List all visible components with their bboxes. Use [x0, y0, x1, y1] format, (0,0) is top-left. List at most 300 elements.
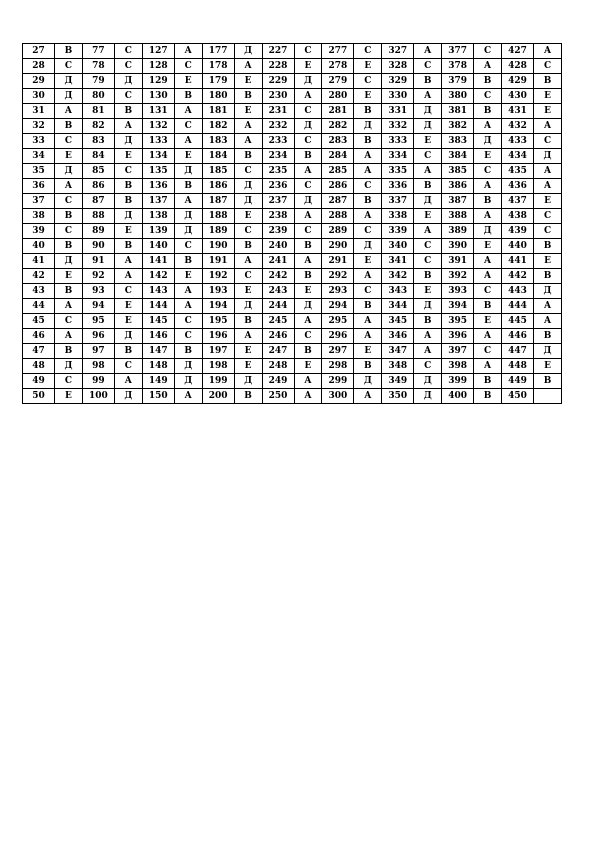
question-number-cell: 29 — [23, 74, 55, 89]
question-number-cell: 237 — [262, 194, 294, 209]
answer-letter-cell: А — [534, 44, 562, 59]
answer-letter-cell: С — [55, 134, 83, 149]
answer-letter-cell: Д — [414, 104, 442, 119]
answer-letter-cell: С — [174, 59, 202, 74]
question-number-cell: 177 — [202, 44, 234, 59]
question-number-cell: 291 — [322, 254, 354, 269]
answer-letter-cell: В — [174, 344, 202, 359]
question-number-cell: 428 — [502, 59, 534, 74]
question-number-cell: 347 — [382, 344, 414, 359]
question-number-cell: 145 — [142, 314, 174, 329]
answer-letter-cell: А — [294, 254, 322, 269]
question-number-cell: 94 — [82, 299, 114, 314]
question-number-cell: 132 — [142, 119, 174, 134]
answer-letter-cell: Е — [55, 269, 83, 284]
question-number-cell: 246 — [262, 329, 294, 344]
answer-letter-cell: В — [414, 179, 442, 194]
answer-letter-cell: А — [234, 119, 262, 134]
question-number-cell: 280 — [322, 89, 354, 104]
answer-letter-cell: С — [55, 314, 83, 329]
answer-letter-cell: Е — [114, 149, 142, 164]
question-number-cell: 92 — [82, 269, 114, 284]
question-number-cell: 50 — [23, 389, 55, 404]
question-number-cell: 447 — [502, 344, 534, 359]
question-number-cell: 196 — [202, 329, 234, 344]
question-number-cell: 282 — [322, 119, 354, 134]
question-number-cell: 430 — [502, 89, 534, 104]
table-row — [23, 314, 562, 329]
answer-letter-cell: В — [234, 149, 262, 164]
question-number-cell: 433 — [502, 134, 534, 149]
answer-letter-cell: Е — [114, 299, 142, 314]
table-row — [23, 179, 562, 194]
answer-letter-cell: А — [114, 119, 142, 134]
question-number-cell: 80 — [82, 89, 114, 104]
answer-letter-cell: С — [114, 44, 142, 59]
answer-letter-cell: А — [294, 314, 322, 329]
answer-letter-cell: Д — [174, 374, 202, 389]
answer-letter-cell: А — [534, 299, 562, 314]
question-number-cell: 336 — [382, 179, 414, 194]
answer-letter-cell: А — [354, 314, 382, 329]
answer-letter-cell: Д — [294, 194, 322, 209]
answer-key-body — [23, 44, 562, 404]
answer-letter-cell: А — [474, 59, 502, 74]
question-number-cell: 193 — [202, 284, 234, 299]
answer-letter-cell: Д — [294, 74, 322, 89]
question-number-cell: 82 — [82, 119, 114, 134]
question-number-cell: 289 — [322, 224, 354, 239]
answer-letter-cell: Е — [354, 89, 382, 104]
question-number-cell: 148 — [142, 359, 174, 374]
answer-letter-cell: Д — [174, 359, 202, 374]
answer-letter-cell: Д — [114, 209, 142, 224]
question-number-cell: 394 — [442, 299, 474, 314]
question-number-cell: 27 — [23, 44, 55, 59]
question-number-cell: 41 — [23, 254, 55, 269]
answer-letter-cell: Д — [234, 299, 262, 314]
table-row — [23, 44, 562, 59]
question-number-cell: 84 — [82, 149, 114, 164]
question-number-cell: 100 — [82, 389, 114, 404]
question-number-cell: 187 — [202, 194, 234, 209]
answer-letter-cell: Е — [55, 389, 83, 404]
answer-letter-cell: Д — [414, 299, 442, 314]
question-number-cell: 334 — [382, 149, 414, 164]
question-number-cell: 235 — [262, 164, 294, 179]
answer-letter-cell: А — [474, 269, 502, 284]
question-number-cell: 239 — [262, 224, 294, 239]
answer-letter-cell: Е — [534, 254, 562, 269]
question-number-cell: 450 — [502, 389, 534, 404]
answer-letter-cell: В — [55, 239, 83, 254]
answer-letter-cell: Д — [474, 224, 502, 239]
question-number-cell: 377 — [442, 44, 474, 59]
question-number-cell: 147 — [142, 344, 174, 359]
question-number-cell: 437 — [502, 194, 534, 209]
answer-letter-cell: С — [234, 269, 262, 284]
question-number-cell: 286 — [322, 179, 354, 194]
answer-letter-cell: Д — [55, 74, 83, 89]
answer-letter-cell: Е — [534, 359, 562, 374]
answer-letter-cell: Е — [234, 359, 262, 374]
question-number-cell: 297 — [322, 344, 354, 359]
question-number-cell: 83 — [82, 134, 114, 149]
question-number-cell: 48 — [23, 359, 55, 374]
answer-letter-cell: В — [534, 374, 562, 389]
question-number-cell: 382 — [442, 119, 474, 134]
question-number-cell: 230 — [262, 89, 294, 104]
answer-letter-cell: С — [234, 224, 262, 239]
question-number-cell: 232 — [262, 119, 294, 134]
answer-letter-cell: В — [174, 89, 202, 104]
answer-letter-cell: Д — [414, 119, 442, 134]
answer-letter-cell: А — [474, 254, 502, 269]
question-number-cell: 243 — [262, 284, 294, 299]
answer-letter-cell: Д — [234, 179, 262, 194]
answer-letter-cell: А — [234, 329, 262, 344]
answer-letter-cell: В — [354, 134, 382, 149]
question-number-cell: 395 — [442, 314, 474, 329]
answer-letter-cell: Д — [414, 389, 442, 404]
question-number-cell: 139 — [142, 224, 174, 239]
question-number-cell: 432 — [502, 119, 534, 134]
answer-letter-cell: С — [534, 224, 562, 239]
question-number-cell: 327 — [382, 44, 414, 59]
answer-letter-cell: Е — [474, 239, 502, 254]
question-number-cell: 36 — [23, 179, 55, 194]
question-number-cell: 250 — [262, 389, 294, 404]
question-number-cell: 133 — [142, 134, 174, 149]
answer-letter-cell: Е — [174, 74, 202, 89]
answer-letter-cell: Д — [474, 134, 502, 149]
answer-letter-cell: С — [55, 374, 83, 389]
answer-letter-cell: В — [114, 344, 142, 359]
question-number-cell: 179 — [202, 74, 234, 89]
answer-letter-cell: Е — [414, 134, 442, 149]
question-number-cell: 78 — [82, 59, 114, 74]
question-number-cell: 396 — [442, 329, 474, 344]
answer-letter-cell: А — [55, 329, 83, 344]
question-number-cell: 295 — [322, 314, 354, 329]
answer-letter-cell: С — [294, 329, 322, 344]
question-number-cell: 247 — [262, 344, 294, 359]
question-number-cell: 191 — [202, 254, 234, 269]
answer-letter-cell: Е — [234, 74, 262, 89]
table-row — [23, 269, 562, 284]
question-number-cell: 431 — [502, 104, 534, 119]
question-number-cell: 49 — [23, 374, 55, 389]
answer-letter-cell: Д — [114, 74, 142, 89]
question-number-cell: 390 — [442, 239, 474, 254]
question-number-cell: 200 — [202, 389, 234, 404]
question-number-cell: 88 — [82, 209, 114, 224]
question-number-cell: 199 — [202, 374, 234, 389]
answer-letter-cell: В — [474, 299, 502, 314]
answer-letter-cell: А — [294, 389, 322, 404]
question-number-cell: 292 — [322, 269, 354, 284]
question-number-cell: 37 — [23, 194, 55, 209]
answer-letter-cell: С — [414, 59, 442, 74]
question-number-cell: 249 — [262, 374, 294, 389]
answer-letter-cell: Д — [114, 134, 142, 149]
answer-letter-cell: С — [534, 59, 562, 74]
question-number-cell: 34 — [23, 149, 55, 164]
question-number-cell: 30 — [23, 89, 55, 104]
answer-letter-cell: А — [114, 269, 142, 284]
question-number-cell: 229 — [262, 74, 294, 89]
table-row — [23, 359, 562, 374]
question-number-cell: 385 — [442, 164, 474, 179]
question-number-cell: 443 — [502, 284, 534, 299]
question-number-cell: 96 — [82, 329, 114, 344]
question-number-cell: 40 — [23, 239, 55, 254]
question-number-cell: 79 — [82, 74, 114, 89]
question-number-cell: 146 — [142, 329, 174, 344]
question-number-cell: 299 — [322, 374, 354, 389]
question-number-cell: 389 — [442, 224, 474, 239]
question-number-cell: 188 — [202, 209, 234, 224]
answer-letter-cell: С — [174, 239, 202, 254]
answer-letter-cell: Е — [414, 209, 442, 224]
question-number-cell: 182 — [202, 119, 234, 134]
answer-letter-cell: С — [414, 254, 442, 269]
answer-letter-cell: А — [55, 299, 83, 314]
table-row — [23, 104, 562, 119]
answer-letter-cell: С — [474, 44, 502, 59]
table-row — [23, 164, 562, 179]
question-number-cell: 285 — [322, 164, 354, 179]
question-number-cell: 338 — [382, 209, 414, 224]
answer-letter-cell: Е — [354, 344, 382, 359]
question-number-cell: 335 — [382, 164, 414, 179]
question-number-cell: 183 — [202, 134, 234, 149]
answer-letter-cell: Д — [414, 194, 442, 209]
question-number-cell: 144 — [142, 299, 174, 314]
question-number-cell: 449 — [502, 374, 534, 389]
answer-letter-cell: А — [534, 119, 562, 134]
answer-letter-cell: С — [414, 149, 442, 164]
question-number-cell: 231 — [262, 104, 294, 119]
answer-letter-cell: С — [294, 44, 322, 59]
answer-letter-cell: В — [234, 314, 262, 329]
answer-letter-cell: С — [234, 164, 262, 179]
answer-letter-cell: А — [234, 59, 262, 74]
question-number-cell: 28 — [23, 59, 55, 74]
answer-letter-cell: С — [294, 224, 322, 239]
question-number-cell: 44 — [23, 299, 55, 314]
answer-letter-cell: С — [354, 179, 382, 194]
question-number-cell: 444 — [502, 299, 534, 314]
answer-letter-cell: Е — [174, 149, 202, 164]
answer-letter-cell: В — [55, 44, 83, 59]
answer-letter-cell: В — [474, 194, 502, 209]
answer-letter-cell: В — [414, 74, 442, 89]
question-number-cell: 136 — [142, 179, 174, 194]
question-number-cell: 350 — [382, 389, 414, 404]
question-number-cell: 388 — [442, 209, 474, 224]
answer-letter-cell: С — [474, 89, 502, 104]
answer-letter-cell: В — [114, 104, 142, 119]
answer-letter-cell: Д — [414, 374, 442, 389]
answer-letter-cell: Е — [294, 284, 322, 299]
question-number-cell: 288 — [322, 209, 354, 224]
question-number-cell: 81 — [82, 104, 114, 119]
question-number-cell: 198 — [202, 359, 234, 374]
table-row — [23, 224, 562, 239]
answer-letter-cell: А — [474, 209, 502, 224]
question-number-cell: 386 — [442, 179, 474, 194]
answer-letter-cell: С — [174, 329, 202, 344]
answer-letter-cell: А — [114, 254, 142, 269]
answer-letter-cell: С — [114, 89, 142, 104]
table-row — [23, 119, 562, 134]
question-number-cell: 185 — [202, 164, 234, 179]
question-number-cell: 38 — [23, 209, 55, 224]
question-number-cell: 300 — [322, 389, 354, 404]
answer-letter-cell: Д — [354, 374, 382, 389]
question-number-cell: 129 — [142, 74, 174, 89]
answer-letter-cell: С — [354, 44, 382, 59]
question-number-cell: 137 — [142, 194, 174, 209]
answer-letter-cell: Е — [114, 314, 142, 329]
question-number-cell: 178 — [202, 59, 234, 74]
answer-letter-cell: В — [534, 329, 562, 344]
question-number-cell: 97 — [82, 344, 114, 359]
answer-letter-cell: Д — [55, 164, 83, 179]
answer-letter-cell: Д — [234, 194, 262, 209]
answer-letter-cell: В — [294, 239, 322, 254]
question-number-cell: 438 — [502, 209, 534, 224]
question-number-cell: 227 — [262, 44, 294, 59]
question-number-cell: 329 — [382, 74, 414, 89]
answer-letter-cell: В — [474, 74, 502, 89]
table-row — [23, 389, 562, 404]
question-number-cell: 135 — [142, 164, 174, 179]
question-number-cell: 339 — [382, 224, 414, 239]
answer-letter-cell: Д — [294, 119, 322, 134]
table-row — [23, 89, 562, 104]
answer-letter-cell: С — [354, 224, 382, 239]
answer-letter-cell: А — [414, 344, 442, 359]
question-number-cell: 233 — [262, 134, 294, 149]
question-number-cell: 348 — [382, 359, 414, 374]
answer-letter-cell: С — [174, 119, 202, 134]
answer-letter-cell: В — [114, 239, 142, 254]
answer-letter-cell: С — [294, 134, 322, 149]
answer-letter-cell: С — [354, 74, 382, 89]
answer-letter-cell: Е — [294, 359, 322, 374]
answer-letter-cell: В — [354, 359, 382, 374]
answer-letter-cell: Д — [55, 89, 83, 104]
question-number-cell: 242 — [262, 269, 294, 284]
answer-letter-cell: А — [354, 149, 382, 164]
question-number-cell: 128 — [142, 59, 174, 74]
answer-letter-cell: С — [55, 194, 83, 209]
question-number-cell: 35 — [23, 164, 55, 179]
question-number-cell: 278 — [322, 59, 354, 74]
question-number-cell: 380 — [442, 89, 474, 104]
answer-key-table — [22, 43, 562, 404]
question-number-cell: 245 — [262, 314, 294, 329]
answer-letter-cell: А — [414, 89, 442, 104]
answer-letter-cell: В — [474, 389, 502, 404]
answer-letter-cell: В — [354, 104, 382, 119]
table-row — [23, 149, 562, 164]
question-number-cell: 42 — [23, 269, 55, 284]
answer-letter-cell: В — [414, 269, 442, 284]
table-row — [23, 344, 562, 359]
question-number-cell: 383 — [442, 134, 474, 149]
answer-letter-cell: Е — [534, 194, 562, 209]
question-number-cell: 439 — [502, 224, 534, 239]
table-row — [23, 59, 562, 74]
question-number-cell: 287 — [322, 194, 354, 209]
question-number-cell: 397 — [442, 344, 474, 359]
table-row — [23, 374, 562, 389]
question-number-cell: 45 — [23, 314, 55, 329]
question-number-cell: 393 — [442, 284, 474, 299]
answer-letter-cell: В — [474, 104, 502, 119]
answer-letter-cell: В — [294, 269, 322, 284]
answer-letter-cell: В — [114, 194, 142, 209]
answer-letter-cell: С — [114, 359, 142, 374]
answer-letter-cell: Е — [234, 284, 262, 299]
answer-letter-cell: С — [174, 314, 202, 329]
answer-letter-cell: А — [174, 134, 202, 149]
answer-letter-cell: Е — [354, 254, 382, 269]
question-number-cell: 429 — [502, 74, 534, 89]
answer-letter-cell: А — [414, 329, 442, 344]
question-number-cell: 236 — [262, 179, 294, 194]
question-number-cell: 140 — [142, 239, 174, 254]
answer-letter-cell: Д — [534, 149, 562, 164]
answer-letter-cell: А — [474, 179, 502, 194]
answer-letter-cell: А — [55, 104, 83, 119]
question-number-cell: 344 — [382, 299, 414, 314]
table-row — [23, 329, 562, 344]
answer-letter-cell: С — [114, 59, 142, 74]
question-number-cell: 296 — [322, 329, 354, 344]
question-number-cell: 238 — [262, 209, 294, 224]
answer-letter-cell: В — [354, 194, 382, 209]
question-number-cell: 189 — [202, 224, 234, 239]
question-number-cell: 345 — [382, 314, 414, 329]
question-number-cell: 441 — [502, 254, 534, 269]
question-number-cell: 392 — [442, 269, 474, 284]
answer-letter-cell: С — [294, 104, 322, 119]
question-number-cell: 293 — [322, 284, 354, 299]
answer-letter-cell: А — [114, 374, 142, 389]
question-number-cell: 31 — [23, 104, 55, 119]
question-number-cell: 33 — [23, 134, 55, 149]
answer-letter-cell: Е — [114, 224, 142, 239]
question-number-cell: 228 — [262, 59, 294, 74]
question-number-cell: 241 — [262, 254, 294, 269]
question-number-cell: 39 — [23, 224, 55, 239]
question-number-cell: 298 — [322, 359, 354, 374]
question-number-cell: 436 — [502, 179, 534, 194]
question-number-cell: 240 — [262, 239, 294, 254]
answer-letter-cell: В — [234, 389, 262, 404]
question-number-cell: 343 — [382, 284, 414, 299]
answer-letter-cell: Е — [354, 59, 382, 74]
answer-letter-cell: А — [354, 389, 382, 404]
answer-letter-cell: А — [294, 164, 322, 179]
answer-letter-cell: Е — [294, 59, 322, 74]
answer-letter-cell: А — [354, 269, 382, 284]
question-number-cell: 330 — [382, 89, 414, 104]
